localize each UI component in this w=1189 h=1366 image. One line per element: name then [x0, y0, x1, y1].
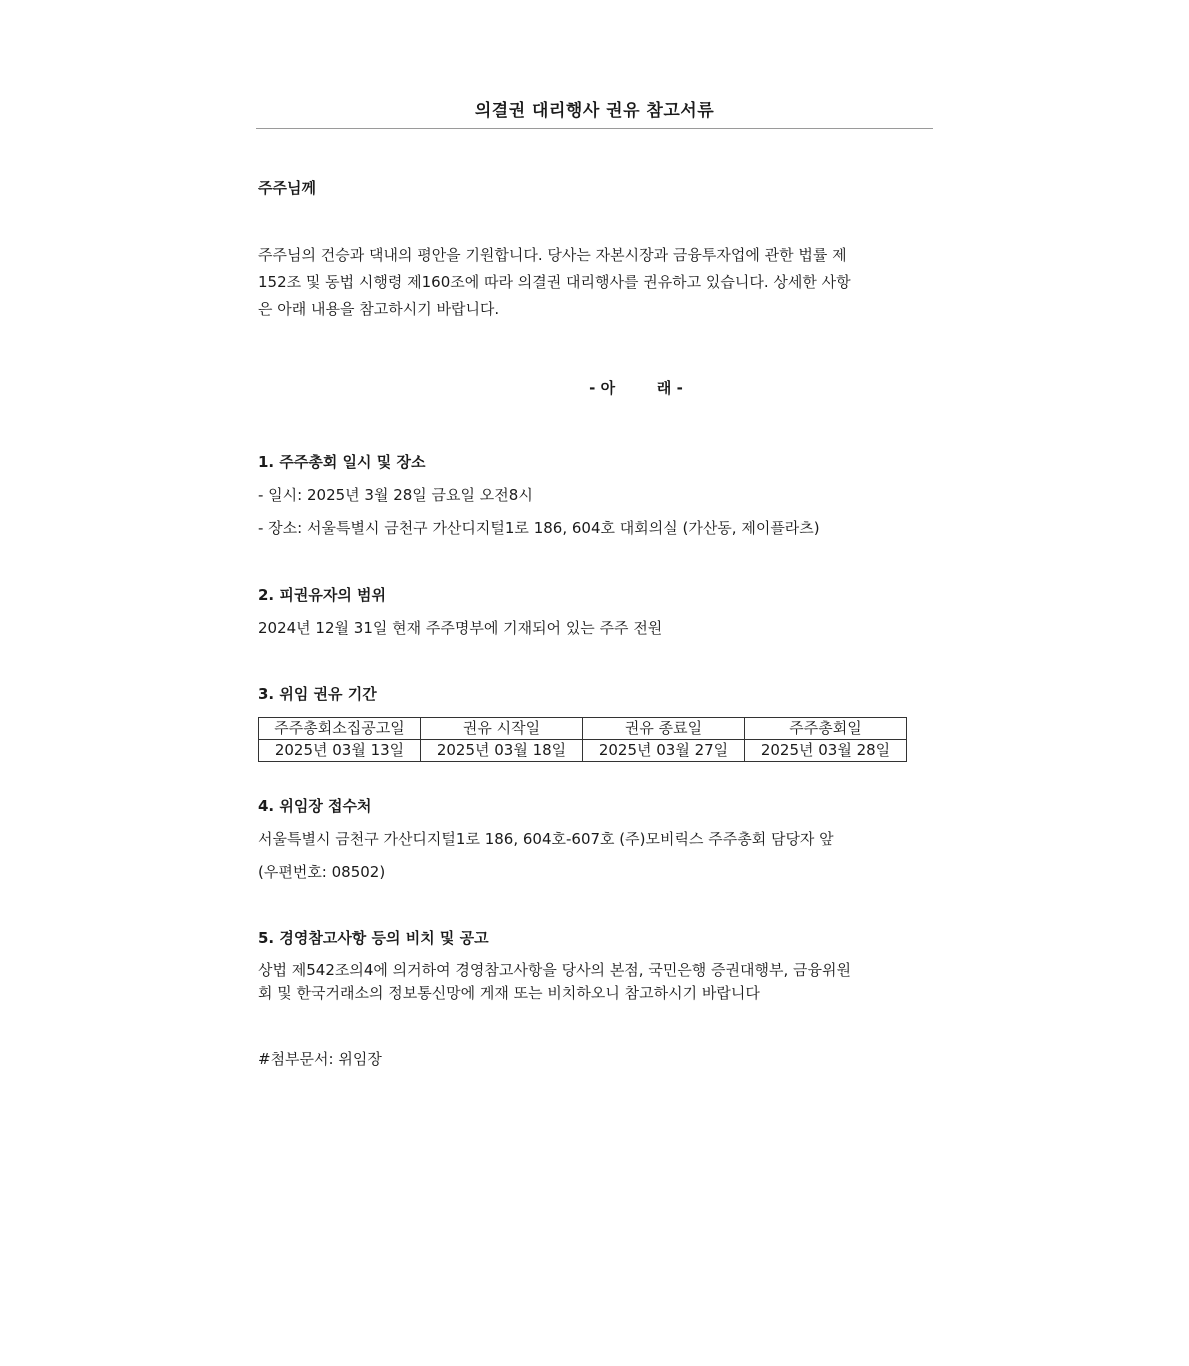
table-header-row [259, 718, 907, 740]
table-cell: 2025년 03월 28일 [745, 740, 907, 762]
table-cell: 2025년 03월 13일 [259, 740, 421, 762]
period-table [258, 717, 907, 762]
proxy-office-address: 서울특별시 금천구 가산디지털1로 186, 604호-607호 (주)모비릭스 주주총회 담당자 앞 [258, 830, 834, 848]
title-divider [256, 128, 933, 129]
section-heading-meeting: 1. 주주총회 일시 및 장소 [258, 453, 426, 471]
intro-line: 은 아래 내용을 참고하시기 바랍니다. [258, 300, 500, 318]
table-row [259, 740, 907, 762]
greeting: 주주님께 [258, 179, 316, 197]
intro-line: 152조 및 동법 시행령 제160조에 따라 의결권 대리행사를 권유하고 있습니다. 상세한 사항 [258, 273, 851, 291]
meeting-datetime: - 일시: 2025년 3월 28일 금요일 오전8시 [258, 486, 533, 504]
table-cell: 2025년 03월 27일 [583, 740, 745, 762]
notice-heading: - 아 래 - [589, 379, 683, 397]
section-heading-proxy-office: 4. 위임장 접수처 [258, 797, 372, 815]
table-header-cell: 권유 종료일 [583, 718, 745, 740]
section-heading-reference: 5. 경영참고사항 등의 비치 및 공고 [258, 929, 489, 947]
table-cell: 2025년 03월 18일 [421, 740, 583, 762]
attachment-note: #첨부문서: 위임장 [258, 1050, 382, 1068]
scope-text: 2024년 12월 31일 현재 주주명부에 기재되어 있는 주주 전원 [258, 619, 663, 637]
proxy-office-postal: (우편번호: 08502) [258, 863, 386, 881]
reference-line: 상법 제542조의4에 의거하여 경영참고사항을 당사의 본점, 국민은행 증권대행부, 금융위원 [258, 961, 852, 979]
intro-line: 주주님의 건승과 댁내의 평안을 기원합니다. 당사는 자본시장과 금융투자업에 관한 법률 제 [258, 246, 847, 264]
intro-paragraph [258, 242, 910, 323]
table-header-cell: 주주총회소집공고일 [259, 718, 421, 740]
meeting-place: - 장소: 서울특별시 금천구 가산디지털1로 186, 604호 대회의실 (가산동, 제이플라츠) [258, 519, 820, 537]
section-heading-scope: 2. 피권유자의 범위 [258, 586, 387, 604]
table-header-cell: 주주총회일 [745, 718, 907, 740]
reference-line: 회 및 한국거래소의 정보통신망에 게재 또는 비치하오니 참고하시기 바랍니다 [258, 984, 760, 1002]
table-header-cell: 권유 시작일 [421, 718, 583, 740]
section-heading-period: 3. 위임 권유 기간 [258, 685, 377, 703]
document-title: 의결권 대리행사 권유 참고서류 [474, 101, 715, 121]
